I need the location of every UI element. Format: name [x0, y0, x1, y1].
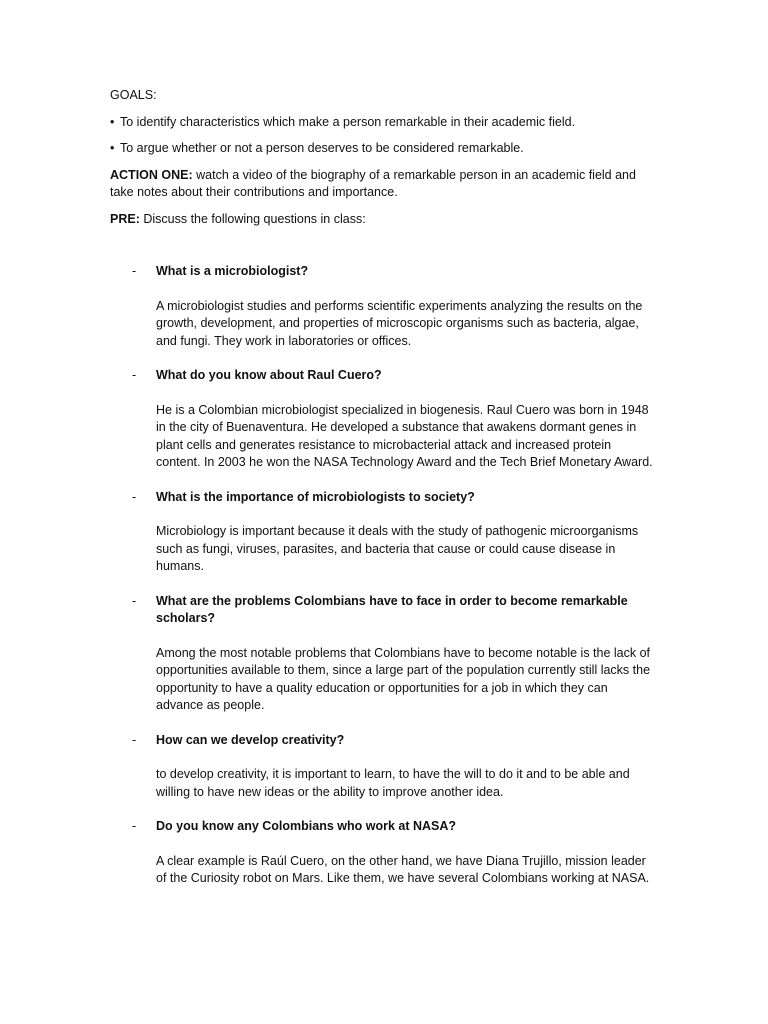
dash-icon: - [132, 368, 137, 382]
document-page [110, 87, 655, 905]
question-row [110, 732, 655, 750]
question-text: What is a microbiologist? [156, 264, 309, 278]
goal-item [110, 114, 655, 132]
answer-text: A clear example is Raúl Cuero, on the other hand, we have Diana Trujillo, mission leader of the Curiosity robot on Mars. Like them, we have several Colombians working at NASA. [156, 853, 650, 885]
goal-item [110, 140, 655, 158]
answer-text: A microbiologist studies and performs scientific experiments analyzing the results on the growth, development, and properties of microscopic organisms such as bacteria, algae, and fungi. They work in laboratories or offices. [156, 298, 643, 348]
list-item [110, 489, 655, 576]
question-row [110, 489, 655, 507]
question-text: What are the problems Colombians have to face in order to become remarkable scholars? [156, 593, 628, 625]
goal-text: To argue whether or not a person deserves to be considered remarkable. [120, 141, 524, 155]
answer-text: He is a Colombian microbiologist specialized in biogenesis. Raul Cuero was born in 1948 in the city of Buenaventura. He developed a substance that awakens dormant genes in plant cells and generates resistance to microbacterial attack and increased protein content. In 2003 he won the NASA Technology Award and the Tech Brief Monetary Award. [156, 402, 653, 469]
goals-heading: GOALS: [110, 88, 157, 102]
action-one-text: watch a video of the biography of a remarkable person in an academic field and take notes about their contributions and importance. [110, 167, 636, 199]
question-row [110, 593, 655, 628]
question-text: How can we develop creativity? [156, 732, 345, 747]
list-item [110, 818, 655, 888]
question-row [110, 263, 655, 281]
action-one-label: ACTION ONE: [110, 167, 193, 182]
question-list [110, 263, 655, 888]
question-text: Do you know any Colombians who work at NASA? [156, 819, 457, 833]
question-text: What do you know about Raul Cuero? [156, 368, 382, 382]
list-item [110, 732, 655, 802]
dash-icon: - [132, 819, 137, 833]
list-item [110, 263, 655, 350]
list-item [110, 593, 655, 715]
pre-label: PRE: [110, 211, 140, 226]
bullet-icon: • [110, 114, 115, 129]
pre-paragraph [110, 211, 655, 229]
answer-text: to develop creativity, it is important to learn, to have the will to do it and to be able and willing to have new ideas or the ability to improve another idea. [156, 767, 630, 799]
dash-icon: - [132, 732, 137, 747]
answer-text: Microbiology is important because it deals with the study of pathogenic microorganisms such as fungi, viruses, parasites, and bacteria that cause or could cause disease in humans. [156, 524, 639, 573]
pre-text: Discuss the following questions in class: [139, 211, 366, 226]
dash-icon: - [132, 593, 137, 608]
answer-text: Among the most notable problems that Colombians have to become notable is the lack of opportunities available to them, since a large part of the population currently still lacks the opportunity to have a quality education or opportunities for a job in which they can advance as people. [156, 645, 651, 712]
question-row [110, 818, 655, 836]
dash-icon: - [132, 489, 137, 504]
bullet-icon: • [110, 141, 115, 155]
list-item [110, 367, 655, 472]
question-text: What is the importance of microbiologists to society? [156, 489, 475, 504]
action-one-paragraph [110, 167, 655, 202]
dash-icon: - [132, 264, 137, 278]
question-row [110, 367, 655, 385]
goal-text: To identify characteristics which make a person remarkable in their academic field. [120, 114, 576, 129]
